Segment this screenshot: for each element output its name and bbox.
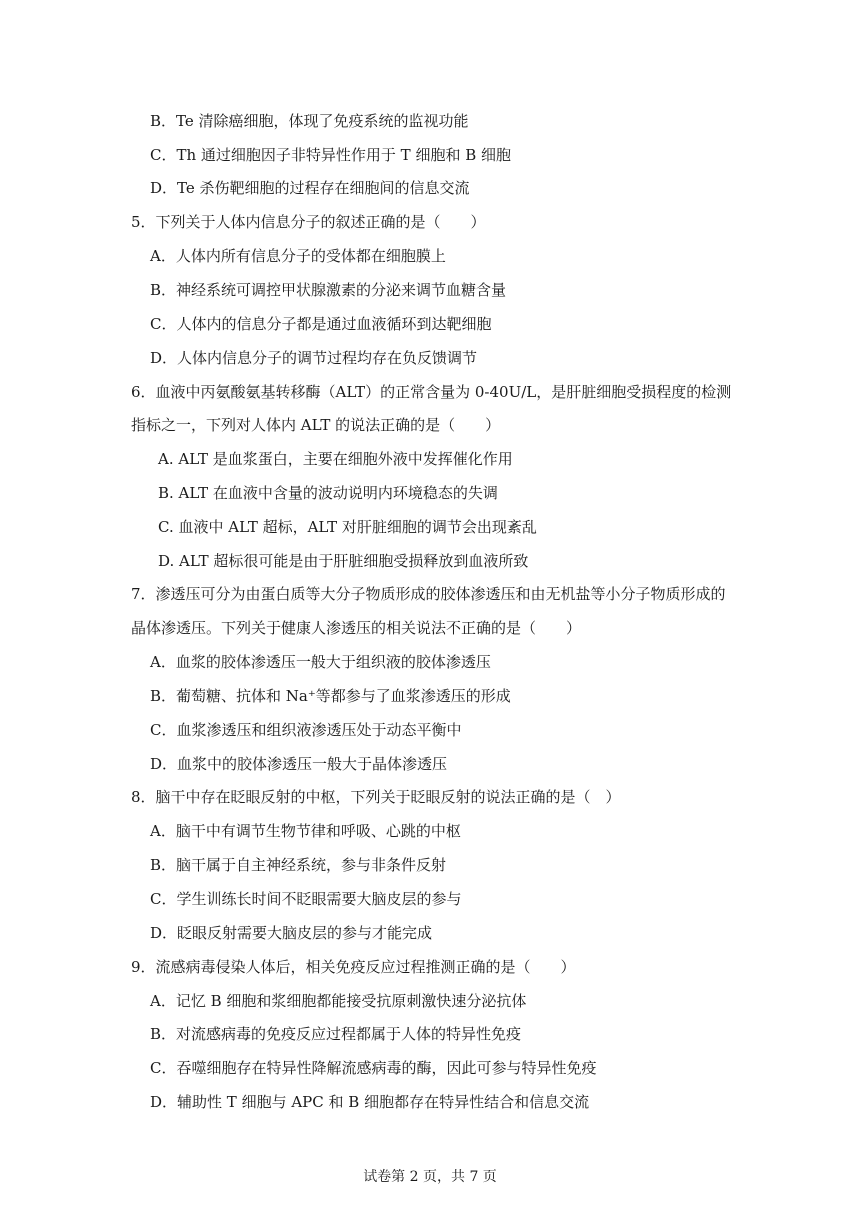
q5-stem: 5．下列关于人体内信息分子的叙述正确的是（ ） <box>131 213 486 231</box>
q7-option-d: D．血浆中的胶体渗透压一般大于晶体渗透压 <box>150 755 448 773</box>
q6-option-d: D. ALT 超标很可能是由于肝脏细胞受损释放到血液所致 <box>158 552 529 570</box>
q9-option-b: B．对流感病毒的免疫反应过程都属于人体的特异性免疫 <box>150 1025 522 1043</box>
q4-option-b: B．Te 清除癌细胞，体现了免疫系统的监视功能 <box>150 112 469 130</box>
q8-option-b: B．脑干属于自主神经系统，参与非条件反射 <box>150 856 447 874</box>
q4-option-c: C．Th 通过细胞因子非特异性作用于 T 细胞和 B 细胞 <box>150 146 512 164</box>
q6-stem-line-1: 6．血液中丙氨酸氨基转移酶（ALT）的正常含量为 0-40U/L，是肝脏细胞受损程度的检测 <box>131 383 732 401</box>
q7-option-c: C．血浆渗透压和组织液渗透压处于动态平衡中 <box>150 721 462 739</box>
q9-stem: 9．流感病毒侵染人体后，相关免疫反应过程推测正确的是（ ） <box>131 958 576 976</box>
q6-stem-line-2: 指标之一，下列对人体内 ALT 的说法正确的是（ ） <box>131 416 501 434</box>
q5-option-a: A．人体内所有信息分子的受体都在细胞膜上 <box>150 247 446 265</box>
q8-option-c: C．学生训练长时间不眨眼需要大脑皮层的参与 <box>150 890 462 908</box>
q6-option-b: B. ALT 在血液中含量的波动说明内环境稳态的失调 <box>158 484 498 502</box>
q9-option-c: C．吞噬细胞存在特异性降解流感病毒的酶，因此可参与特异性免疫 <box>150 1059 597 1077</box>
q7-option-a: A．血浆的胶体渗透压一般大于组织液的胶体渗透压 <box>150 653 491 671</box>
q4-option-d: D．Te 杀伤靶细胞的过程存在细胞间的信息交流 <box>150 179 470 197</box>
q5-option-d: D．人体内信息分子的调节过程均存在负反馈调节 <box>150 349 478 367</box>
q5-option-b: B．神经系统可调控甲状腺激素的分泌来调节血糖含量 <box>150 281 507 299</box>
q7-stem-line-2: 晶体渗透压。下列关于健康人渗透压的相关说法不正确的是（ ） <box>131 619 582 637</box>
q6-option-c: C. 血液中 ALT 超标，ALT 对肝脏细胞的调节会出现紊乱 <box>158 518 537 536</box>
page-footer: 试卷第 2 页，共 7 页 <box>363 1169 497 1185</box>
q5-option-c: C．人体内的信息分子都是通过血液循环到达靶细胞 <box>150 315 492 333</box>
q8-option-d: D．眨眼反射需要大脑皮层的参与才能完成 <box>150 924 433 942</box>
q6-option-a: A. ALT 是血浆蛋白，主要在细胞外液中发挥催化作用 <box>158 450 513 468</box>
q8-stem: 8．脑干中存在眨眼反射的中枢，下列关于眨眼反射的说法正确的是（ ） <box>131 788 621 806</box>
q7-stem-line-1: 7．渗透压可分为由蛋白质等大分子物质形成的胶体渗透压和由无机盐等小分子物质形成的 <box>131 585 726 603</box>
q9-option-a: A．记忆 B 细胞和浆细胞都能接受抗原刺激快速分泌抗体 <box>150 992 527 1010</box>
q7-option-b: B．葡萄糖、抗体和 Na⁺等都参与了血浆渗透压的形成 <box>150 687 511 705</box>
q8-option-a: A．脑干中有调节生物节律和呼吸、心跳的中枢 <box>150 822 461 840</box>
q9-option-d: D．辅助性 T 细胞与 APC 和 B 细胞都存在特异性结合和信息交流 <box>150 1093 590 1111</box>
